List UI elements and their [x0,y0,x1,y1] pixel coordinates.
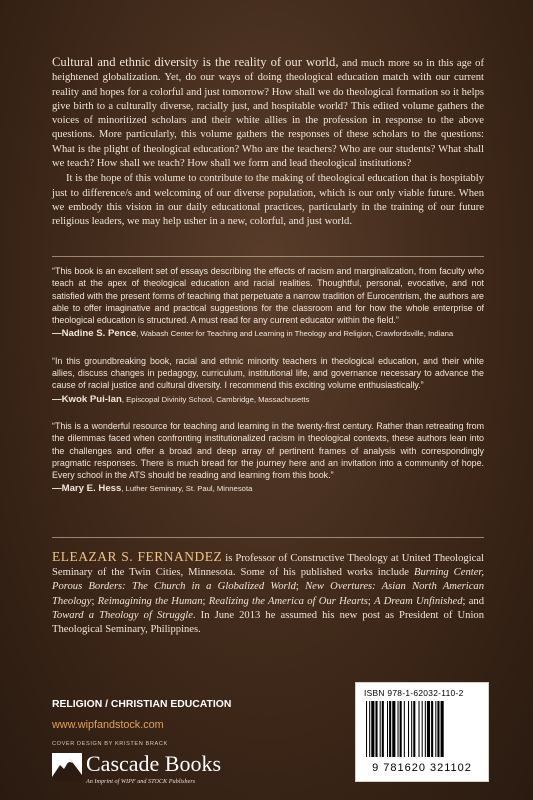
barcode-bar [366,701,367,757]
blurb-paragraph-1 [52,55,484,171]
author-bio [52,550,484,637]
review-quote: “This is a wonderful resource for teaching and learning in the twenty-first century. Rather than retreating from the dilemmas faced when confronting institutionalized racism in theological contexts, these authors lean into the challenges and offer a broad and deep array of pertinent frames of analysis with correspondingly pragmatic responses. There is much bread for the journey here and an invitation into a community of hope. Every school in the ATS should be reading and learning from this book.” [52,420,484,481]
barcode-bar [400,701,402,757]
publisher-imprint: An Imprint of WIPF and STOCK Publishers [86,778,196,785]
barcode-bar [427,701,430,757]
barcode-bar [411,701,412,757]
isbn-label: ISBN 978-1-62032-110-2 [364,688,464,698]
book-title: Toward a Theology of Struggle [52,609,193,621]
divider [52,537,484,538]
barcode-bar [375,701,377,757]
barcode-bar [371,701,374,757]
author-name: ELEAZAR S. FERNANDEZ [52,549,223,564]
reviewer-name: —Mary E. Hess [52,483,122,495]
blurb-paragraph-2: It is the hope of this volume to contribute to the making of theological education that is hospitably just to difference/s and welcoming of our diverse population, which is our only viable future. When we embody this vision in our daily educational practices, particularly in the training of our future religious leaders, we may help usher in a new, colorful, and just world. [52,173,484,228]
book-title: Reimagining the Human [97,595,203,607]
reviewer-affiliation: , Luther Seminary, St. Paul, Minnesota [121,484,253,494]
barcode-number: 9 781620 321102 [372,762,472,774]
bio-text: is Professor of Constructive Theology at United Theological Seminary of the Twin Cities, Minnesota. Some of his published works include [52,553,485,579]
review-attribution [52,393,484,406]
reviewer-name: —Kwok Pui-lan [52,393,122,405]
review [52,420,484,496]
barcode-bar [387,701,388,757]
barcode-bar [425,701,426,757]
reviewer-name: —Nadine S. Pence [52,328,137,340]
barcode-bar [389,701,391,757]
reviewer-affiliation: , Episcopal Divinity School, Cambridge, Massachusetts [121,394,310,404]
review-quote: “This book is an excellent set of essays describing the effects of racism and marginalization, from faculty who teach at the apex of theological education and racial realities. Thoughtful, personal, evocative, and not satisfied with the present forms of teaching that perpetuate a narrow tradition of Eurocentrism, the authors are able to offer imaginative and practical suggestions for the classroom and for how the whole enterprise of theological education is structured. A must read for any current educator within the field.” [52,266,484,326]
book-title: Realizing the America of Our Hearts [208,595,368,607]
description-blurb [52,55,484,230]
book-title: A Dream Unfinished [374,595,463,607]
barcode [355,682,489,782]
reviewer-affiliation: , Wabash Center for Teaching and Learning in Theology and Religion, Crawfordsville, Indiana [136,329,454,339]
blurb-text: and much more so in this age of heightened globalization. Yet, do our ways of doing theological education match with our current reality and hopes for a colorful and just tomorrow? How shall we do theological formation so it helps give birth to a culturally diverse, racially just, and hospitable world? This edited volume gathers the voices of minoritized scholars and their white allies in the profession in response to the above questions. More particularly, this volume gathers the responses of these scholars to the questions: What is the plight of theological education? Who are the teachers? Who are our students? What shall we teach? How shall we teach? How shall we form and lead theological institutions? [52,58,484,170]
review [52,355,484,406]
review [52,265,484,341]
barcode-bar [382,701,384,757]
barcode-bar [431,701,433,757]
book-title: Burning Center, Porous Borders: The Church in a Globalized World [52,567,484,593]
separator: ; [367,595,375,607]
category-label: RELIGION / CHRISTIAN EDUCATION [52,699,232,710]
publisher-name: Cascade Books [86,751,222,776]
review-quote: “In this groundbreaking book, racial and ethnic minority teachers in theological education, and their white allies, discuss changes in pedagogy, curriculum, institutional life, and governance necessary to advance the cause of racial justice and cultural diversity. I recommend this exciting volume enthusiastically.” [52,355,484,391]
barcode-bar [404,701,405,757]
review-attribution [52,327,484,340]
publisher-website-link[interactable]: www.wipfandstock.com [52,719,164,731]
barcode-bar [437,701,439,757]
barcode-bar [380,701,381,757]
separator: ; and [462,595,485,607]
divider [52,256,484,257]
barcode-bar [398,701,399,757]
cover-design-credit: COVER DESIGN BY KRISTEN BRACK [52,741,168,747]
barcode-bar [419,701,420,757]
book-title: New Overtures: Asian North American Theology [52,581,485,607]
barcode-bar [392,701,395,757]
barcode-bar [369,701,370,757]
separator: ; [295,581,306,593]
barcode-bars [364,701,480,757]
bio-text: . In June 2013 he assumed his new post as President of Union Theological Seminary, Philippines. [52,609,485,636]
barcode-bar [441,701,444,757]
reviews-section [52,265,484,510]
barcode-bar [435,701,436,757]
barcode-bar [422,701,423,757]
publisher-logo [52,753,252,789]
separator: ; [91,595,98,607]
barcode-bar [413,701,415,757]
barcode-bar [408,701,409,757]
blurb-lead: Cultural and ethnic diversity is the reality of our world, [52,55,339,69]
separator: ; [202,595,209,607]
review-attribution [52,482,484,495]
mountain-icon [52,753,82,781]
